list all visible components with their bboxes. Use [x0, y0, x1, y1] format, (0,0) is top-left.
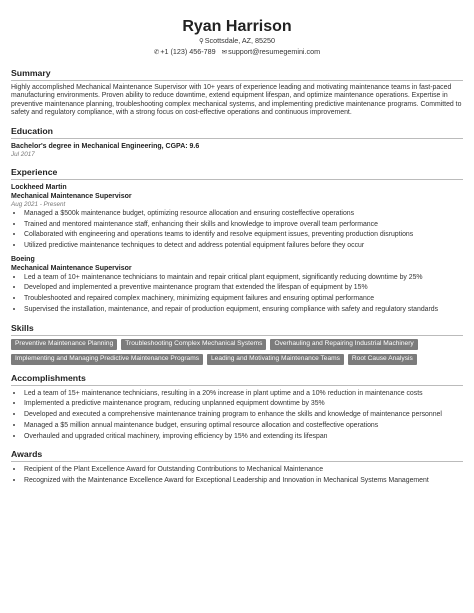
education-date: Jul 2017	[11, 150, 35, 158]
email-icon: ✉	[221, 49, 228, 56]
skill-chip: Troubleshooting Complex Mechanical Systems	[121, 339, 266, 350]
list-item: • Led a team of 10+ maintenance technicians to maintain and repair critical plant equipment, significantly reducing downtime by 25%	[24, 273, 463, 282]
list-item: • Trained and mentored maintenance staff, enhancing their skills and knowledge to improve overall team performance	[24, 220, 463, 229]
awards-heading: Awards	[11, 449, 463, 462]
education-section	[11, 126, 463, 159]
list-item: • Implemented a predictive maintenance program, reducing unplanned equipment downtime by 35%	[24, 399, 463, 408]
skill-chip: Preventive Maintenance Planning	[11, 339, 117, 350]
job-bullets	[11, 273, 463, 315]
list-item: • Managed a $500k maintenance budget, optimizing resource allocation and ensuring costeffective operations	[24, 209, 463, 218]
list-item: • Collaborated with engineering and operations teams to identify and resolve equipment issues, preventing production disruptions	[24, 230, 463, 239]
list-item: • Developed and implemented a preventive maintenance program that extended the lifespan of equipment by 15%	[24, 283, 463, 292]
awards-section	[11, 449, 463, 485]
skills-section	[11, 323, 463, 365]
phone-text[interactable]: +1 (123) 456-789	[160, 47, 216, 56]
experience-section	[11, 167, 463, 315]
summary-section	[11, 68, 463, 118]
location-text: Scottsdale, AZ, 85250	[204, 36, 276, 45]
accomplishments-list	[11, 389, 463, 442]
list-item: • Overhauled and upgraded critical machinery, improving efficiency by 15% and extending its lifespan	[24, 432, 463, 441]
education-heading: Education	[11, 126, 463, 139]
candidate-name: Ryan Harrison	[182, 18, 292, 35]
location-line	[11, 36, 463, 47]
summary-heading: Summary	[11, 68, 463, 81]
job-role: Mechanical Maintenance Supervisor	[11, 192, 132, 200]
contact-line	[11, 47, 463, 58]
list-item: • Troubleshooted and repaired complex machinery, minimizing equipment failures and ensuring optimal performance	[24, 294, 463, 303]
job-entry	[11, 255, 463, 315]
list-item: • Managed a $5 million annual maintenance budget, ensuring optimal resource allocation and costeffective operations	[24, 421, 463, 430]
phone-icon: ✆	[153, 49, 160, 56]
skills-list	[11, 339, 463, 365]
skill-chip: Root Cause Analysis	[348, 354, 417, 365]
list-item: • Recognized with the Maintenance Excellence Award for Exceptional Leadership and Innovation in Mechanical Systems Management	[24, 476, 463, 485]
list-item: • Developed and executed a comprehensive maintenance training program to enhance the skills and knowledge of maintenance personnel	[24, 410, 463, 419]
skills-heading: Skills	[11, 323, 463, 336]
experience-heading: Experience	[11, 167, 463, 180]
list-item: • Supervised the installation, maintenance, and repair of production equipment, ensuring compliance with safety and regulatory standards	[24, 305, 463, 314]
email-text[interactable]: support@resumegemini.com	[228, 47, 321, 56]
map-pin-icon: ⚲	[198, 38, 204, 45]
list-item: • Led a team of 15+ maintenance technicians, resulting in a 20% increase in plant uptime and a 10% reduction in maintenance costs	[24, 389, 463, 398]
skill-chip: Implementing and Managing Predictive Maintenance Programs	[11, 354, 203, 365]
skill-chip: Leading and Motivating Maintenance Teams	[207, 354, 344, 365]
job-bullets	[11, 209, 463, 251]
list-item: • Utilized predictive maintenance techniques to detect and address potential equipment failures before they occur	[24, 241, 463, 250]
job-entry	[11, 183, 463, 251]
awards-list	[11, 465, 463, 485]
list-item: • Recipient of the Plant Excellence Award for Outstanding Contributions to Mechanical Maintenance	[24, 465, 463, 474]
skill-chip: Overhauling and Repairing Industrial Machinery	[270, 339, 417, 350]
job-role: Mechanical Maintenance Supervisor	[11, 264, 132, 272]
job-date: Aug 2021 - Present	[11, 200, 66, 208]
degree: Bachelor's degree in Mechanical Engineering, CGPA: 9.6	[11, 142, 200, 150]
company-name: Boeing	[11, 255, 35, 263]
company-name: Lockheed Martin	[11, 183, 67, 191]
accomplishments-section	[11, 373, 463, 442]
accomplishments-heading: Accomplishments	[11, 373, 463, 386]
summary-text: Highly accomplished Mechanical Maintenance Supervisor with 10+ years of experience leading and motivating maintenance teams in fast-paced manufacturing environments. Proven ability to reduce downtime, extend equipment lifespan, and optimize maintenance operations. Expertise in preventive maintenance planning, troubleshooting complex mechanical systems, and implementing predictive maintenance programs. Committed to safety and regulatory compliance, with a strong focus on cost-effective operations and continuous improvement.	[11, 84, 462, 117]
